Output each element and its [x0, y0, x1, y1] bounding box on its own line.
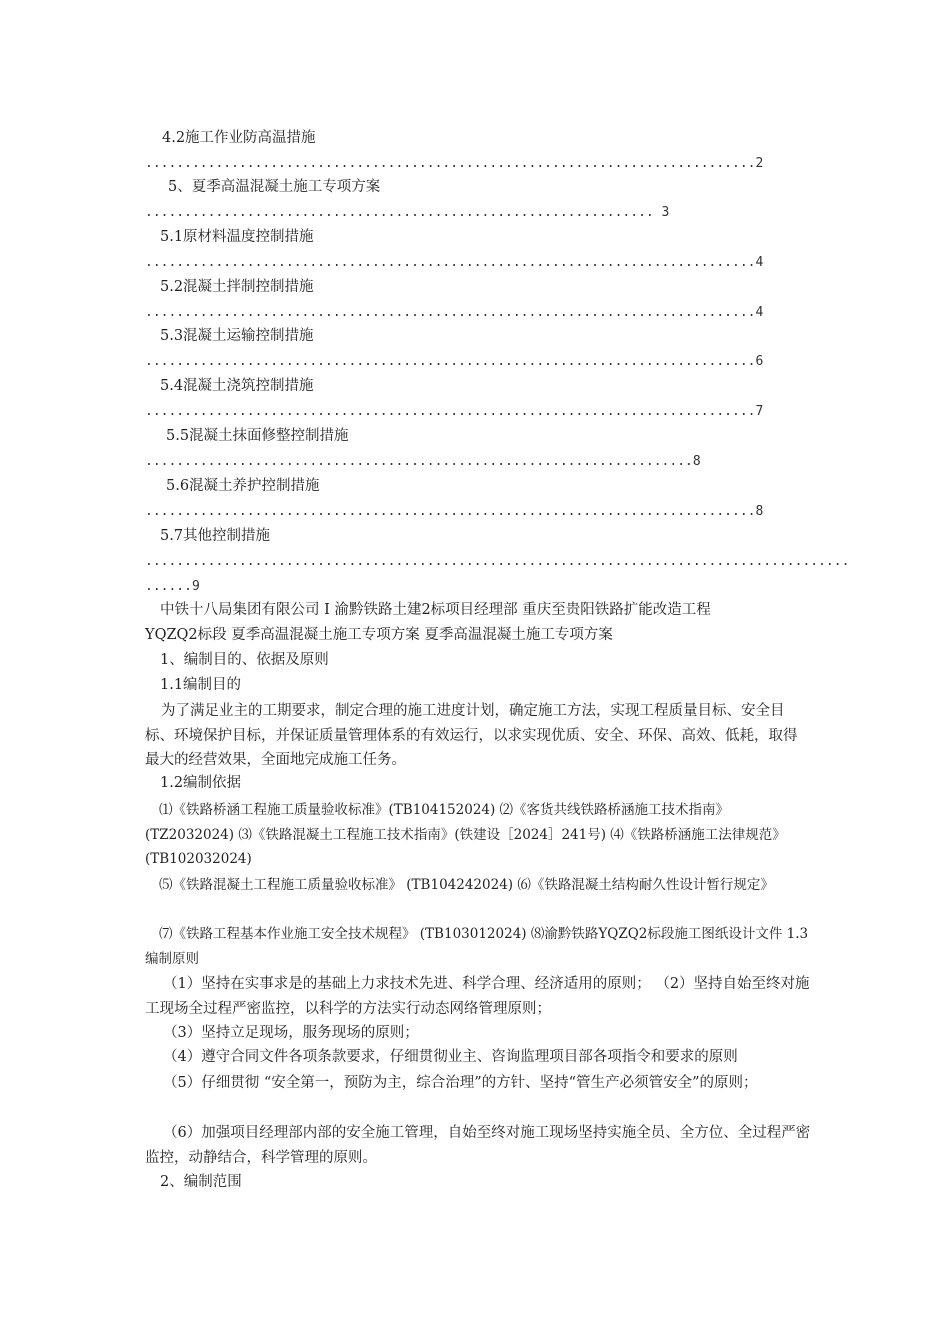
toc-entry-title: 5.4混凝土浇筑控制措施	[160, 378, 314, 394]
running-header: YQZQ2标段 夏季高温混凝土施工专项方案 夏季高温混凝土施工专项方案	[145, 627, 613, 643]
toc-entry-title: 5.5混凝土抹面修整控制措施	[166, 428, 349, 444]
toc-entry-title: 5.1原材料温度控制措施	[160, 229, 314, 245]
toc-entry-title: 5.3混凝土运输控制措施	[160, 328, 314, 344]
principle-item: （5）仔细贯彻 “安全第一，预防为主，综合治理”的方针、坚持“管生产必须管安全”的原则；	[163, 1075, 758, 1091]
toc-entry-leader: ..............................................................................8	[145, 504, 764, 519]
toc-entry-leader: ..............................................................................2	[145, 156, 764, 171]
principle-item: （3）坚持立足现场，服务现场的原则；	[163, 1025, 419, 1041]
toc-entry-leader: ..............................................................................6	[145, 354, 764, 369]
reference-list: ⑴《铁路桥涵工程施工质量验收标准》(TB104152024) ⑵《客货共线铁路桥涵施工技术指南》(TZ2032024) ⑶《铁路混凝土工程施工技术指南》(铁建设［2024］241号) ⑷《铁路桥涵施工法律规范》(TB102032024)	[145, 802, 786, 867]
toc-entry-title: 5、夏季高温混凝土施工专项方案	[168, 179, 381, 195]
reference-list: ⑺《铁路工程基本作业施工安全技术规程》 (TB103012024) ⑻渝黔铁路YQZQ2标段施工图纸设计文件 1.3编制原则	[145, 926, 809, 967]
principle-item: （1）坚持在实事求是的基础上力求技术先进、科学合理、经济适用的原则； （2）坚持自始至终对施工现场全过程严密监控，以科学的方法实行动态网络管理原则；	[145, 976, 810, 1017]
toc-entry-title: 4.2施工作业防高温措施	[162, 130, 316, 146]
toc-entry-leader: ..........................................................................................	[145, 554, 850, 569]
reference-list: ⑸《铁路混凝土工程施工质量验收标准》 (TB104242024) ⑹《铁路混凝土结构耐久性设计暂行规定》	[159, 877, 774, 893]
toc-entry-leader: ......................................................................8	[145, 454, 701, 469]
running-header: 中铁十八局集团有限公司 I 渝黔铁路土建2标项目经理部 重庆至贵阳铁路扩能改造工程	[160, 602, 711, 618]
section-heading: 2、编制范围	[160, 1174, 242, 1190]
subsection-heading: 1.2编制依据	[160, 775, 242, 791]
toc-entry-leader: ..............................................................................4	[145, 305, 764, 320]
toc-entry-leader: ..............................................................................4	[145, 255, 764, 270]
section-heading: 1、编制目的、依据及原则	[160, 652, 329, 668]
toc-entry-leader: ..............................................................................7	[145, 404, 764, 419]
toc-entry-title: 5.7其他控制措施	[160, 528, 271, 544]
toc-entry-leader: ................................................................. 3	[145, 205, 670, 220]
paragraph: 为了满足业主的工期要求，制定合理的施工进度计划，确定施工方法，实现工程质量目标、安全目标、环境保护目标，并保证质量管理体系的有效运行，以求实现优质、安全、环保、高效、低耗，取得最大的经营效果，全面地完成施工任务。	[145, 703, 798, 768]
principle-item: （6）加强项目经理部内部的安全施工管理，自始至终对施工现场坚持实施全员、全方位、全过程严密监控，动静结合，科学管理的原则。	[145, 1125, 811, 1166]
principle-item: （4）遵守合同文件各项条款要求，仔细贯彻业主、咨询监理项目部各项指令和要求的原则	[163, 1049, 738, 1065]
toc-entry-title: 5.2混凝土拌制控制措施	[160, 279, 314, 295]
subsection-heading: 1.1编制目的	[160, 677, 242, 693]
toc-entry-leader: ......9	[145, 579, 200, 594]
toc-entry-title: 5.6混凝土养护控制措施	[166, 478, 320, 494]
